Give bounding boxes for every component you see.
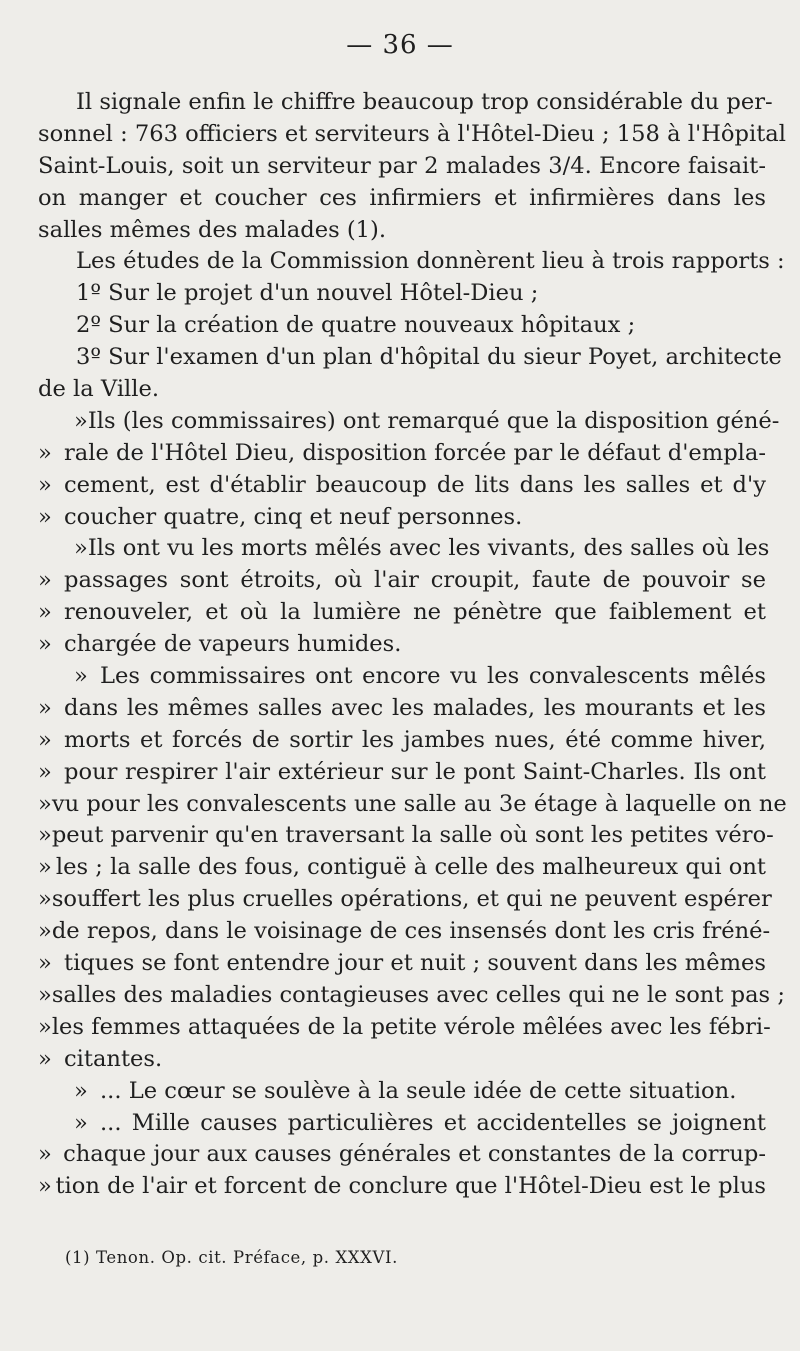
quote-line: » rale de l'Hôtel Dieu, disposition forcée par le défaut d'empla- <box>38 438 766 470</box>
quote-mark: » <box>38 471 52 498</box>
quote-line: » tion de l'air et forcent de conclure que l'Hôtel-Dieu est le plus <box>38 1171 766 1203</box>
quote-line: » ... Le cœur se soulève à la seule idée de cette situation. <box>38 1076 766 1108</box>
quote-line: » citantes. <box>38 1044 766 1076</box>
quote-mark: » <box>74 1077 88 1104</box>
quote-mark: » <box>38 1045 52 1072</box>
paragraph-line: Il signale enfin le chiffre beaucoup trop considérable du per- <box>76 89 773 115</box>
quote-line: » chaque jour aux causes générales et constantes de la corrup- <box>38 1139 766 1171</box>
paragraph-line: sonnel : 763 officiers et serviteurs à l'Hôtel-Dieu ; 158 à l'Hôpital <box>38 120 786 147</box>
quote-line: » Ils ont vu les morts mêlés avec les vivants, des salles où les <box>38 533 766 565</box>
quote-mark: » <box>38 822 52 849</box>
list-item: 3º Sur l'examen d'un plan d'hôpital du sieur Poyet, architecte <box>76 344 782 371</box>
quote-mark: » <box>38 886 52 913</box>
quote-mark: » <box>38 854 52 881</box>
page-number: — 36 — <box>346 30 454 60</box>
quote-line: » les ; la salle des fous, contiguë à celle des malheureux qui ont <box>38 852 766 884</box>
quote-line: » Ils (les commissaires) ont remarqué que la disposition géné- <box>38 406 766 438</box>
quote-line: » cement, est d'établir beaucoup de lits dans les salles et d'y <box>38 470 766 502</box>
paragraph-line: de la Ville. <box>38 376 160 403</box>
quote-line: » vu pour les convalescents une salle au 3e étage à laquelle on ne <box>38 789 766 821</box>
quote-mark: » <box>74 535 88 562</box>
quote-line: » peut parvenir qu'en traversant la salle où sont les petites véro- <box>38 820 766 852</box>
quote-line: » morts et forcés de sortir les jambes nues, été comme hiver, <box>38 725 766 757</box>
quote-mark: » <box>38 694 52 721</box>
quote-line: » ... Mille causes particulières et accidentelles se joignent <box>38 1108 766 1140</box>
body-text <box>38 87 787 1203</box>
quote-line: » passages sont étroits, où l'air croupit, faute de pouvoir se <box>38 565 766 597</box>
quote-mark: » <box>38 1013 52 1040</box>
quote-mark: » <box>74 663 88 690</box>
quote-line: » les femmes attaquées de la petite vérole mêlées avec les fébri- <box>38 1012 766 1044</box>
list-item: 2º Sur la création de quatre nouveaux hôpitaux ; <box>76 312 636 339</box>
quote-mark: » <box>38 439 52 466</box>
quote-line: » de repos, dans le voisinage de ces insensés dont les cris fréné- <box>38 916 766 948</box>
quote-mark: » <box>38 950 52 977</box>
quote-mark: » <box>38 758 52 785</box>
quote-mark: » <box>38 631 52 658</box>
quote-mark: » <box>38 726 52 753</box>
footnote: (1) Tenon. Op. cit. Préface, p. XXXVI. <box>65 1248 398 1267</box>
quote-mark: » <box>38 790 52 817</box>
quote-mark: » <box>38 1141 52 1168</box>
quote-mark: » <box>38 567 52 594</box>
quote-line: » Les commissaires ont encore vu les convalescents mêlés <box>38 661 766 693</box>
quote-line: » dans les mêmes salles avec les malades, les mourants et les <box>38 693 766 725</box>
quote-mark: » <box>38 1173 52 1200</box>
quote-mark: » <box>74 1109 88 1136</box>
paragraph-line: Saint-Louis, soit un serviteur par 2 malades 3/4. Encore faisait- <box>38 152 766 179</box>
quote-line: » salles des maladies contagieuses avec celles qui ne le sont pas ; <box>38 980 766 1012</box>
quote-line: » renouveler, et où la lumière ne pénètre que faiblement et <box>38 597 766 629</box>
paragraph-line: salles mêmes des malades (1). <box>38 216 387 243</box>
quote-mark: » <box>38 599 52 626</box>
quote-line: » coucher quatre, cinq et neuf personnes. <box>38 502 766 534</box>
paragraph-line: on manger et coucher ces infirmiers et infirmières dans les <box>38 184 766 211</box>
quote-mark: » <box>38 503 52 530</box>
quote-line: » pour respirer l'air extérieur sur le pont Saint-Charles. Ils ont <box>38 757 766 789</box>
quote-mark: » <box>38 918 52 945</box>
quote-mark: » <box>38 981 52 1008</box>
quote-line: » souffert les plus cruelles opérations, et qui ne peuvent espérer <box>38 884 766 916</box>
quote-mark: » <box>74 407 88 434</box>
list-item: 1º Sur le projet d'un nouvel Hôtel-Dieu ; <box>76 280 539 307</box>
quote-line: » tiques se font entendre jour et nuit ; souvent dans les mêmes <box>38 948 766 980</box>
quote-line: » chargée de vapeurs humides. <box>38 629 766 661</box>
paragraph-line: Les études de la Commission donnèrent lieu à trois rapports : <box>76 248 785 275</box>
